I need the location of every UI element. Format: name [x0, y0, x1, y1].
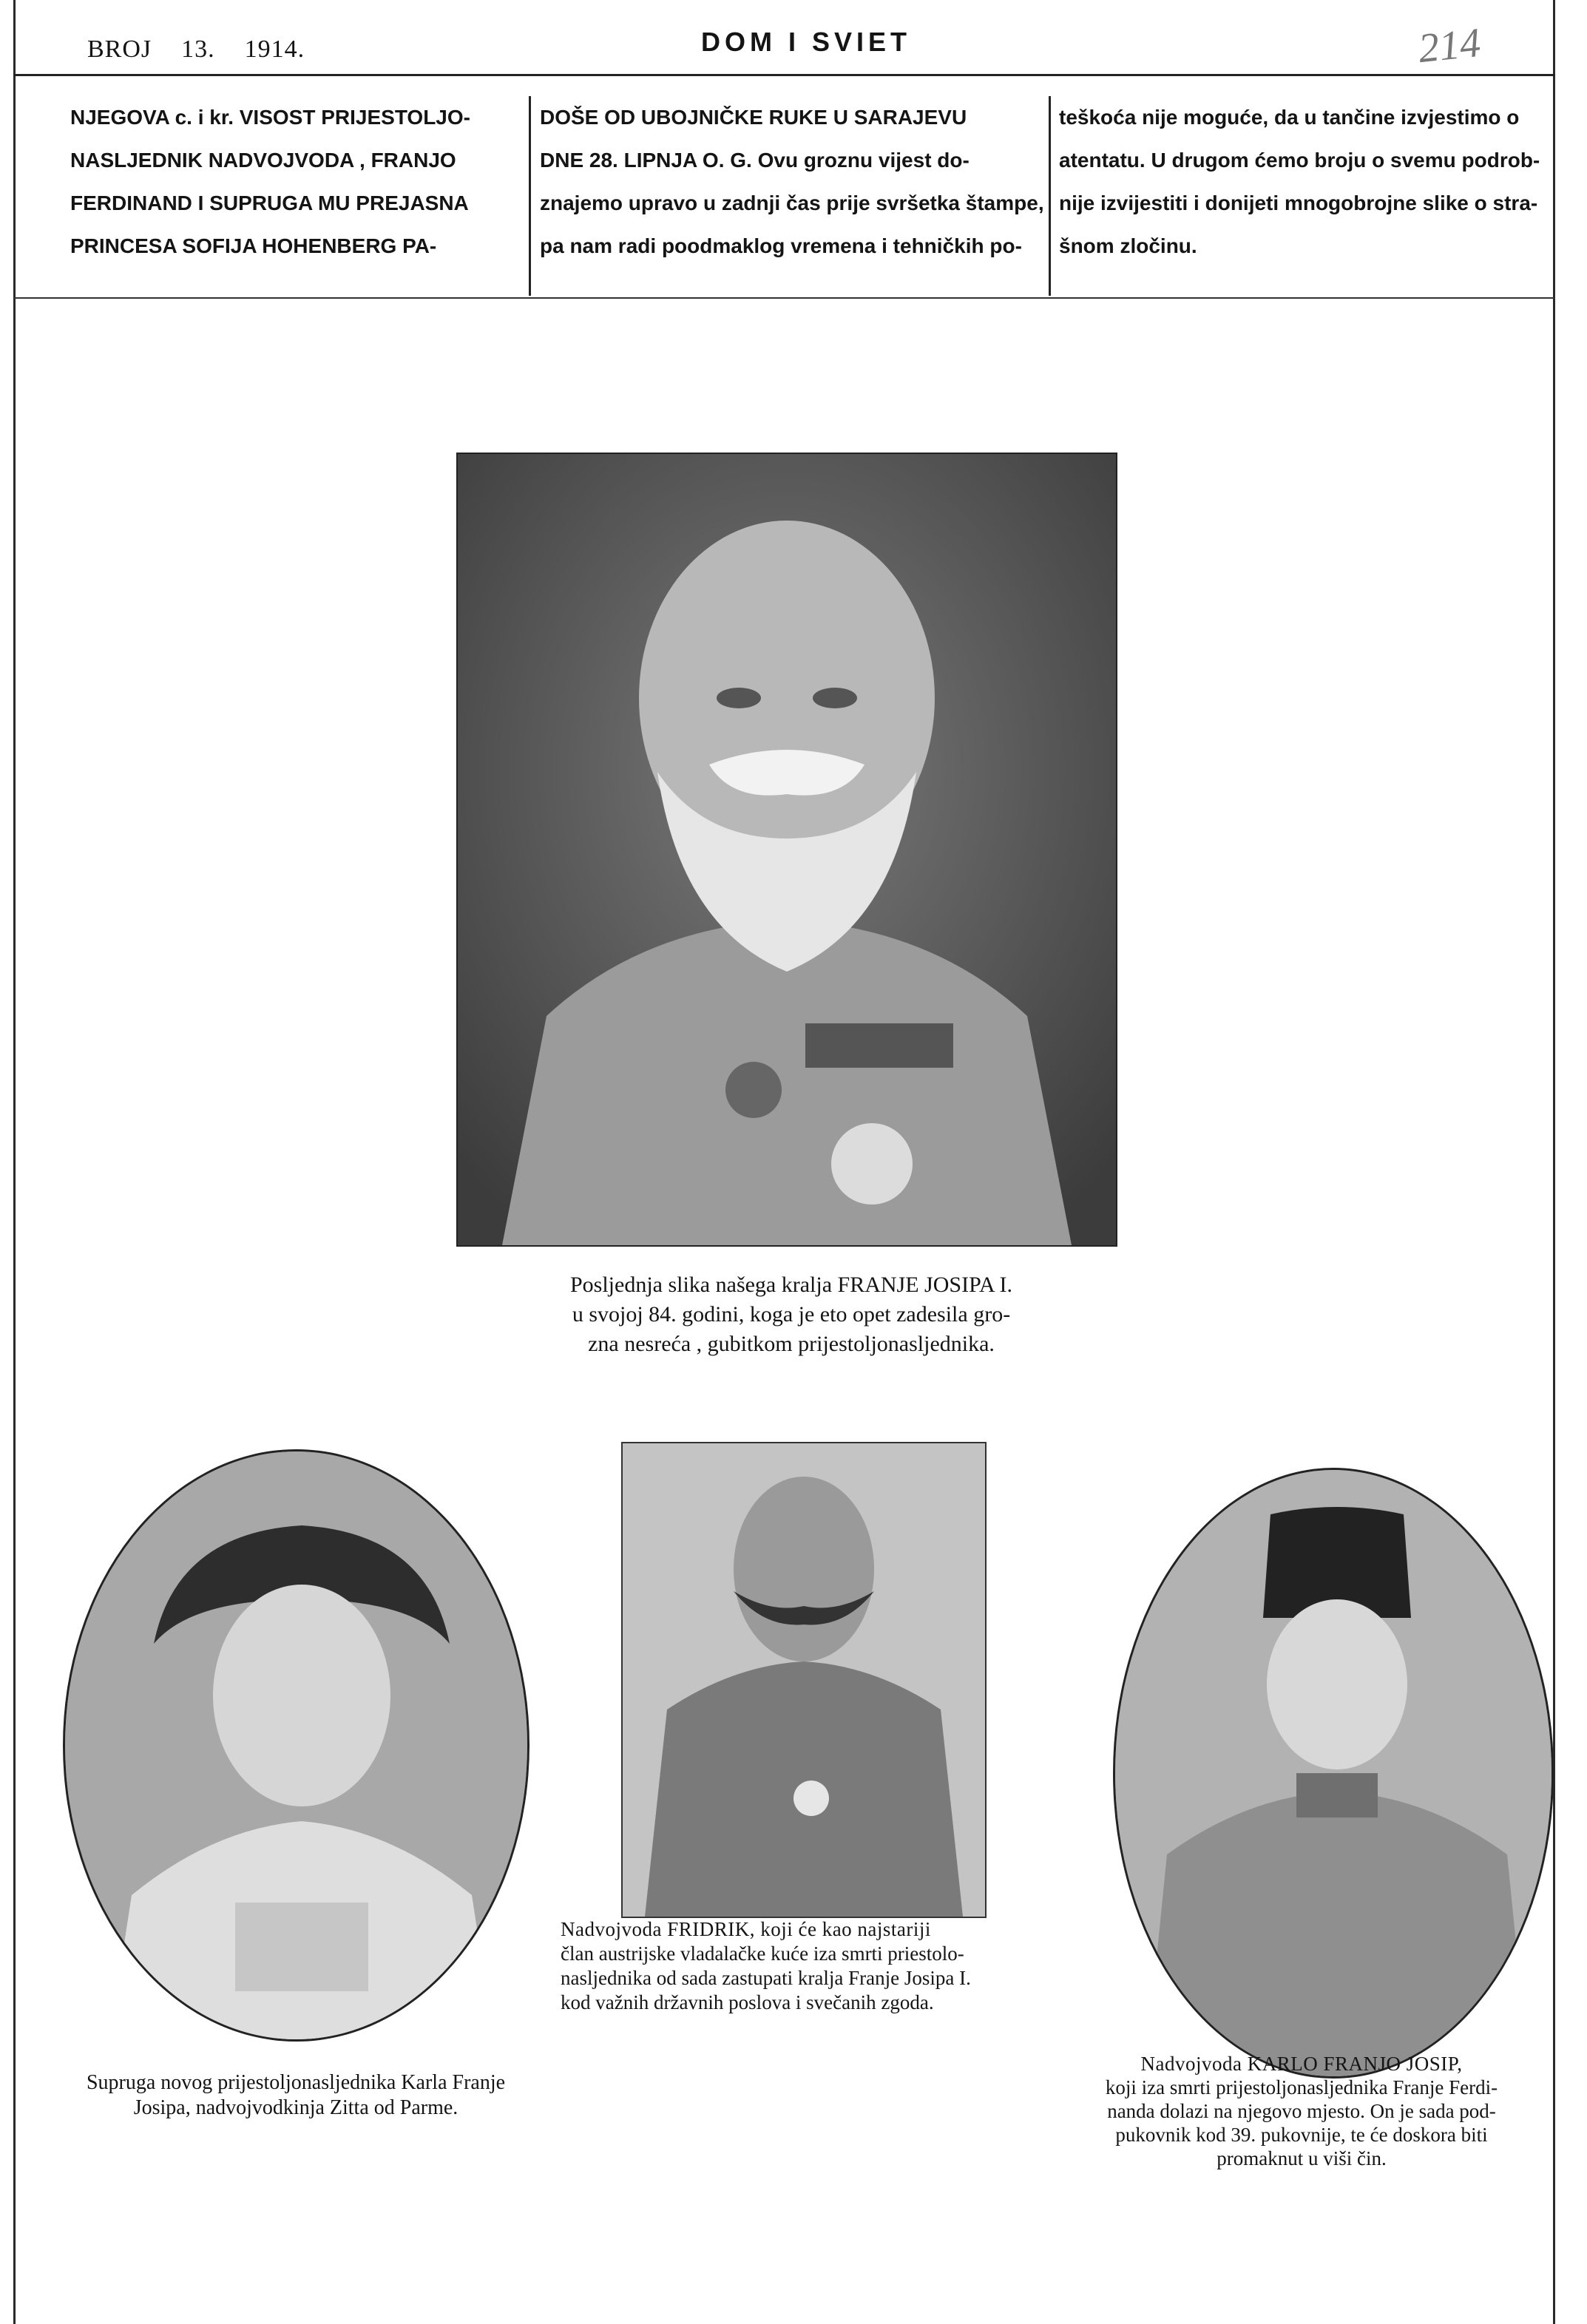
portrait-fridrik — [621, 1442, 987, 1918]
caption-line: promaknut u viši čin. — [1217, 2147, 1387, 2169]
portrait-franje-josipa — [456, 453, 1117, 1247]
masthead — [13, 15, 1555, 89]
column-rule — [1049, 96, 1051, 296]
caption-line: zna nesreća , gubitkom prijestoljonasljednika. — [588, 1332, 995, 1356]
issue-number: 13. — [181, 35, 215, 63]
page-number: 214 — [1415, 19, 1483, 72]
karlo-caption — [1050, 2052, 1553, 2170]
caption-line: pukovnik kod 39. pukovnije, te će doskora biti — [1115, 2124, 1488, 2146]
intro-column-1 — [70, 96, 521, 296]
intro-line: pa nam radi poodmaklog vremena i tehničkih po- — [540, 234, 1022, 257]
header-rule — [13, 74, 1555, 76]
column-rule — [529, 96, 531, 296]
intro-line: nije izvijestiti i donijeti mnogobrojne slike o stra- — [1059, 192, 1538, 214]
main-portrait-caption — [510, 1270, 1072, 1359]
intro-line: znajemo upravo u zadnji čas prije svršetka štampe, — [540, 192, 1044, 214]
caption-line: koji iza smrti prijestoljonasljednika Franje Ferdi- — [1105, 2076, 1498, 2098]
portrait-zitta — [63, 1449, 529, 2042]
intro-line: DNE 28. LIPNJA O. G. Ovu groznu vijest do- — [540, 149, 970, 172]
caption-line: kod važnih državnih poslova i svečanih zgoda. — [561, 1991, 934, 2013]
caption-line: nasljednika od sada zastupati kralja Franje Josipa I. — [561, 1967, 971, 1989]
caption-line: Nadvojvoda FRIDRIK, koji će kao najstariji — [561, 1918, 931, 1940]
publication-title: DOM I SVIET — [701, 27, 912, 57]
intro-column-3 — [1059, 96, 1540, 296]
intro-line: PRINCESA SOFIJA HOHENBERG PA- — [70, 234, 437, 257]
intro-line: FERDINAND I SUPRUGA MU PREJASNA — [70, 192, 469, 214]
caption-line: Posljednja slika našega kralja FRANJE JOSIPA I. — [569, 1273, 1013, 1297]
intro-line: NJEGOVA c. i kr. VISOST PRIJESTOLJO- — [70, 106, 470, 129]
intro-line: teškoća nije moguće, da u tančine izvjestimo o — [1059, 106, 1520, 129]
intro-rule — [13, 297, 1555, 299]
intro-column-2 — [540, 96, 1043, 296]
fridrik-caption — [561, 1917, 1063, 2015]
portrait-karlo — [1113, 1468, 1554, 2079]
issue-year: 1914. — [244, 35, 305, 63]
caption-line: nanda dolazi na njegovo mjesto. On je sada pod- — [1107, 2100, 1496, 2122]
issue-label: BROJ — [87, 35, 152, 63]
caption-line: član austrijske vladalačke kuće iza smrti priestolo- — [561, 1942, 964, 1965]
intro-line: DOŠE OD UBOJNIČKE RUKE U SARAJEVU — [540, 106, 967, 129]
caption-line: Josipa, nadvojvodkinja Zitta od Parme. — [133, 2096, 458, 2119]
caption-line: Supruga novog prijestoljonasljednika Karla Franje — [86, 2071, 506, 2094]
caption-line: u svojoj 84. godini, koga je eto opet zadesila gro- — [572, 1302, 1011, 1327]
issue-info — [87, 35, 334, 64]
page-border-right — [1553, 0, 1555, 2324]
intro-line: šnom zločinu. — [1059, 234, 1197, 257]
zitta-caption — [30, 2070, 562, 2121]
page-border-left — [13, 0, 16, 2324]
intro-line: atentatu. U drugom ćemo broju o svemu podrob- — [1059, 149, 1540, 172]
intro-line: NASLJEDNIK NADVOJVODA , FRANJO — [70, 149, 456, 172]
caption-line: Nadvojvoda KARLO FRANJO JOSIP, — [1140, 2053, 1463, 2075]
